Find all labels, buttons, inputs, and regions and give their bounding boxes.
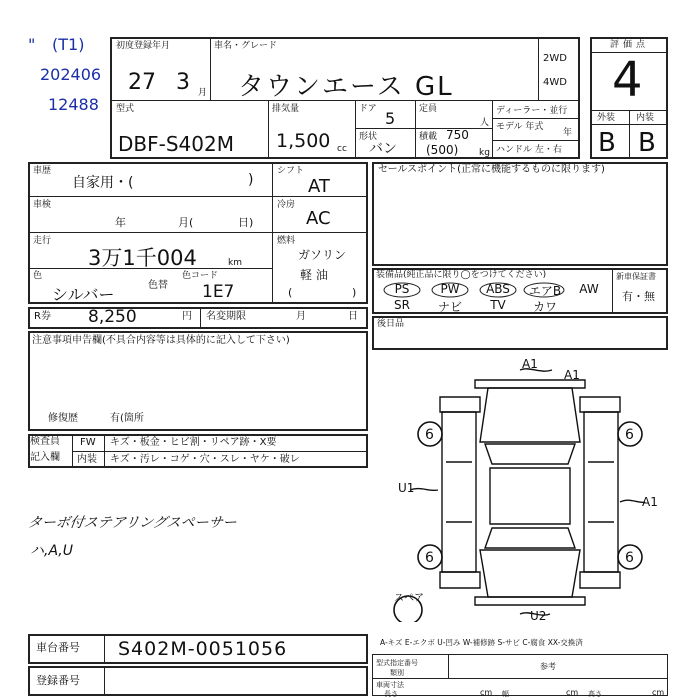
length-label: 長さ [384,690,398,698]
equipment-circles [378,282,610,314]
inspector-label-2: 記入欄 [30,452,60,463]
dealer-label: ディーラー・並行 [496,106,568,116]
first-reg-label: 初度登録年月 [116,41,171,51]
damage-legend: A-キズ E-エクボ U-凹み W-補修跡 S-サビ C-腐食 XX-交換済 [380,638,583,647]
nc-month: 月 [296,311,306,322]
mileage-value: 3万1千004 [88,246,197,270]
damage-mark: U2 [530,609,547,622]
r-ticket-row [28,307,368,329]
name-grade-label: 車名・グレード [214,41,278,51]
handwritten-note-2: ハ,A,U [30,543,73,559]
month-unit: 月 [198,88,208,98]
history-value: 自家用・( [72,175,134,191]
notes-box [28,331,368,431]
lot-number: 12488 [48,95,99,114]
retrofit-label: 後日品 [377,319,405,329]
tick-mark: " [28,35,36,54]
interior-label: 内装 [636,113,655,123]
height-label: 高さ [588,690,602,698]
inspection-day: 日) [238,216,254,229]
name-change-label: 名変期限 [206,311,246,322]
cm-unit: cm [652,688,665,697]
int-label: 内装 [77,454,97,465]
r-ticket-label: R券 [34,311,51,322]
year-unit: 年 [563,128,573,138]
warranty-value: 有・無 [622,290,655,303]
fw-label: FW [80,437,96,448]
shift-label: シフト [277,166,305,176]
ac-value: AC [306,208,331,229]
color-label: 色 [33,271,43,281]
lot-tag: (T1) [52,35,85,54]
sales-box [372,162,668,266]
damage-mark: U1 [398,481,415,495]
displacement-label: 排気量 [272,104,300,114]
load-label: 積載 [419,132,438,142]
size-label: 車両寸法 [376,681,404,689]
tread-value: 6 [625,427,634,443]
exterior-grade: B [598,128,616,158]
fuel-value: ガソリン [298,248,347,262]
body-type: バン [369,141,397,157]
inspection-year: 年 [115,216,126,229]
date-code: 202406 [40,65,102,84]
designation-label: 型式指定番号 [376,659,418,667]
sales-label: セールスポイント(正常に機能するものに限ります) [378,164,605,175]
car-damage-diagram [380,352,670,622]
shift-value: AT [308,176,330,197]
model-label: 型式 [116,104,135,114]
history-label: 車歴 [33,166,52,176]
fuel-label: 燃料 [277,236,296,246]
kg-unit: kg [479,148,490,158]
drive-4wd: 4WD [543,77,567,88]
inspector-label-1: 検査員 [30,436,60,447]
equip-ps[interactable]: PS [394,282,410,296]
body-label: 形状 [359,132,378,142]
equip-pw[interactable]: PW [440,282,460,296]
tread-value: 6 [625,550,634,566]
inspection-label: 車検 [33,200,52,210]
handwritten-note-1: ターボ付ステアリングスペーサー [26,515,238,531]
equip-navi[interactable]: ナビ [437,300,462,314]
equip-sr[interactable]: SR [394,298,410,312]
cm-unit: cm [480,688,493,697]
load-value-2: (500) [426,143,459,157]
retrofit-box [372,316,668,350]
color-value: シルバー [52,285,115,304]
load-value: 750 [446,128,469,142]
equip-airbag[interactable]: エアB [528,284,562,298]
damage-mark: A1 [642,495,658,509]
fuel-paren-close: ) [352,286,357,299]
equip-tv[interactable]: TV [490,298,506,312]
chassis-label: 車台番号 [36,641,80,654]
yen-unit: 円 [182,311,192,322]
warranty-label: 新車保証書 [616,272,656,281]
capacity-unit: 人 [480,118,490,128]
equip-aw[interactable]: AW [579,282,599,296]
doors-value: 5 [385,109,396,128]
interior-grade: B [638,128,656,158]
cc-unit: cc [337,144,347,154]
chassis-value: S402M-0051056 [118,638,288,660]
fuel-alt: 軽 油 [300,268,328,282]
inspection-month: 月( [178,216,194,229]
model-value: DBF-S402M [118,132,234,156]
tread-value: 6 [425,550,434,566]
notes-label: 注意事項申告欄(不具合内容等は具体的に記入して下さい) [32,335,290,346]
equipment-label: 装備品(純正品に限り◯をつけてください) [376,270,547,280]
rating-score: 4 [612,52,643,108]
color-code: 1E7 [202,282,235,302]
capacity-label: 定員 [419,104,438,114]
designation-sub: 類別 [390,669,404,677]
drive-2wd: 2WD [543,53,567,64]
reg-month: 3 [176,70,190,95]
equip-abs[interactable]: ABS [486,282,510,296]
width-label: 幅 [502,690,509,698]
fuel-paren-open: ( [288,286,293,299]
repair-value: 有(箇所 [110,413,144,424]
cm-unit: cm [566,688,579,697]
int-text: キズ・汚レ・コゲ・穴・スレ・ヤケ・破レ [110,454,300,465]
reg-year: 27 [128,70,156,95]
r-ticket-value: 8,250 [88,307,137,327]
repair-label: 修復歴 [48,413,78,424]
ac-label: 冷房 [277,200,296,210]
km-unit: km [228,258,242,268]
registration-label: 登録番号 [36,674,80,687]
nc-day: 日 [348,311,358,322]
damage-mark: A1 [564,368,580,382]
exterior-label: 外装 [597,113,616,123]
equip-leather[interactable]: カワ [532,300,557,314]
displacement-value: 1,500 [276,130,331,152]
doors-label: ドア [359,104,377,114]
fw-text: キズ・板金・ヒビ割・リペア跡・X要 [110,437,277,448]
equipment-grid [378,282,610,314]
mileage-label: 走行 [33,236,52,246]
reference-label: 参考 [540,662,556,671]
car-name: タウンエース GL [238,72,454,102]
rating-label: 評価点 [610,40,650,50]
history-close: ) [248,172,254,188]
tread-value: 6 [425,427,434,443]
spare-label: スペア [394,593,424,604]
damage-mark: A1 [522,357,538,371]
handle-label: ハンドル 左・右 [496,145,562,155]
model-year-label: モデル 年式 [496,122,544,132]
color-code-label: 色コード [182,271,219,281]
color-change-label: 色替 [148,280,168,291]
